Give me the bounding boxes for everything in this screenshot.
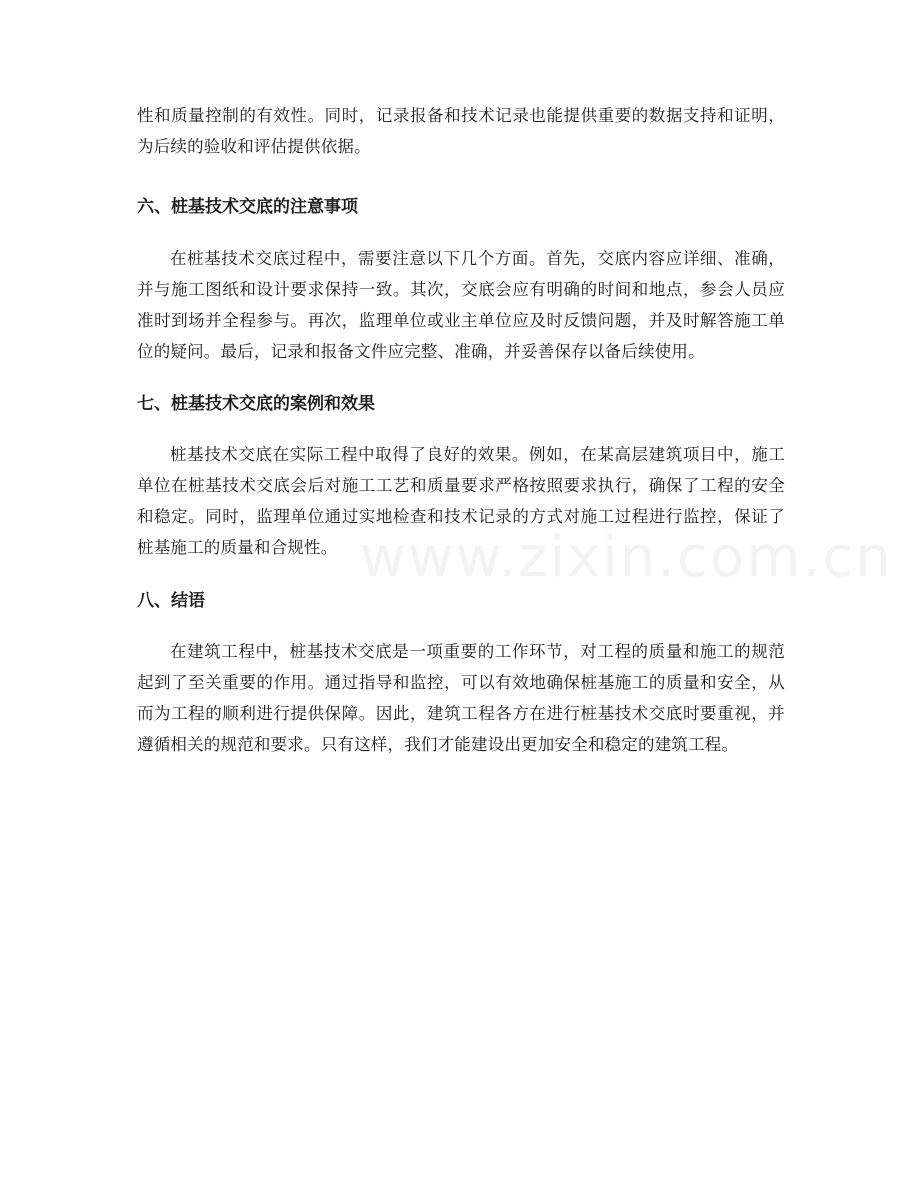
watermark: www.zixin.com.cn	[360, 525, 893, 590]
section-8-heading: 八、结语	[137, 591, 205, 611]
intro-paragraph: 性和质量控制的有效性。同时，记录报备和技术记录也能提供重要的数据支持和证明，为后续的验收和评估提供依据。	[137, 106, 785, 156]
section-6-heading: 六、桩基技术交底的注意事项	[137, 197, 358, 217]
section-7-paragraph: 桩基技术交底在实际工程中取得了良好的效果。例如，在某高层建筑项目中，施工单位在桩基技术交底会后对施工工艺和质量要求严格按照要求执行，确保了工程的安全和稳定。同时，监理单位通过实地检查和技术记录的方式对施工过程进行监控，保证了桩基施工的质量和合规性。	[137, 445, 785, 557]
section-8-paragraph: 在建筑工程中，桩基技术交底是一项重要的工作环节，对工程的质量和施工的规范起到了至关重要的作用。通过指导和监控，可以有效地确保桩基施工的质量和安全，从而为工程的顺利进行提供保障。因此，建筑工程各方在进行桩基技术交底时要重视，并遵循相关的规范和要求。只有这样，我们才能建设出更加安全和稳定的建筑工程。	[137, 642, 785, 754]
section-6-paragraph: 在桩基技术交底过程中，需要注意以下几个方面。首先，交底内容应详细、准确，并与施工图纸和设计要求保持一致。其次，交底会应有明确的时间和地点，参会人员应准时到场并全程参与。再次，监理单位或业主单位应及时反馈问题，并及时解答施工单位的疑问。最后，记录和报备文件应完整、准确，并妥善保存以备后续使用。	[137, 249, 785, 361]
document-body	[137, 100, 785, 760]
section-7-heading: 七、桩基技术交底的案例和效果	[137, 394, 375, 414]
